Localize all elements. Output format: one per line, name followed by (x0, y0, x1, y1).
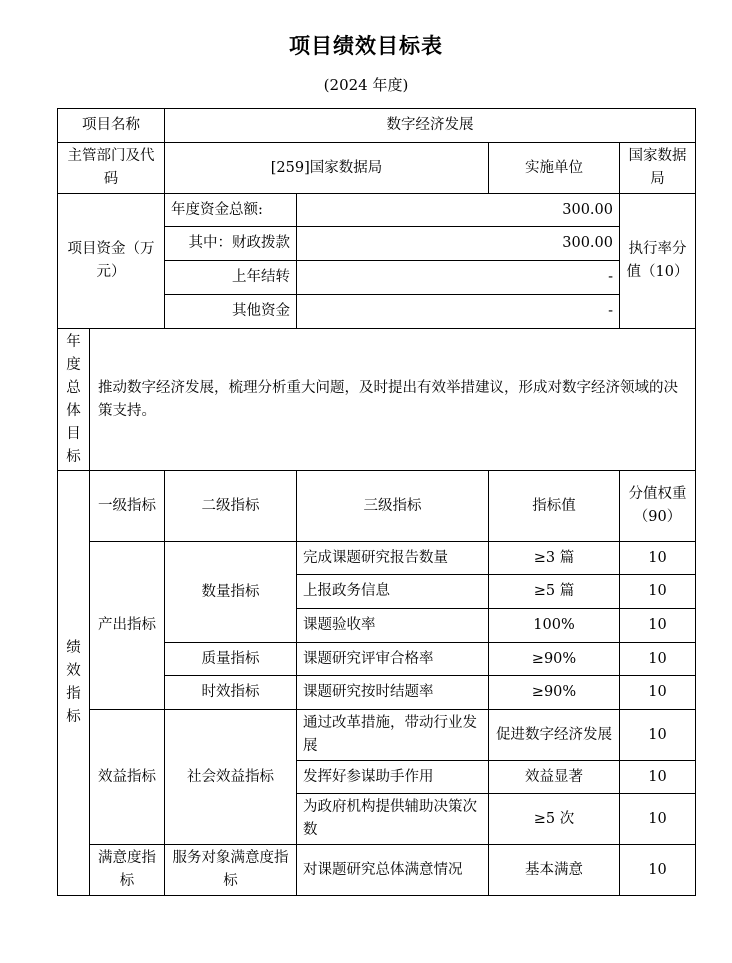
indicator-name: 课题研究按时结题率 (297, 676, 489, 710)
performance-label: 绩效指标 (58, 471, 90, 896)
output-indicator-label: 产出指标 (90, 542, 165, 710)
performance-target-table (57, 108, 696, 896)
page-title: 项目绩效目标表 (289, 34, 443, 58)
indicator-score: 10 (620, 761, 696, 794)
indicator-value: ≥90% (489, 643, 620, 676)
indicator-score: 10 (620, 845, 696, 896)
indicator-value: 效益显著 (489, 761, 620, 794)
indicator-score: 10 (620, 542, 696, 575)
service-satisfaction-indicator-label: 服务对象满意度指标 (165, 845, 297, 896)
impl-value: 国家数据局 (620, 143, 696, 194)
funds-fiscal-label: 其中：财政拨款 (165, 227, 297, 261)
indicator-value: 基本满意 (489, 845, 620, 896)
row-project-name (58, 109, 696, 143)
header-level2: 二级指标 (165, 471, 297, 542)
benefit-indicator-label: 效益指标 (90, 710, 165, 845)
indicator-name: 课题研究评审合格率 (297, 643, 489, 676)
indicator-score: 10 (620, 710, 696, 761)
indicator-value: 促进数字经济发展 (489, 710, 620, 761)
indicator-score: 10 (620, 643, 696, 676)
indicator-value: ≥3 篇 (489, 542, 620, 575)
indicator-name: 完成课题研究报告数量 (297, 542, 489, 575)
indicator-value: 100% (489, 609, 620, 643)
timeliness-indicator-label: 时效指标 (165, 676, 297, 710)
funds-carryover-value: - (297, 261, 620, 295)
header-value: 指标值 (489, 471, 620, 542)
dept-label: 主管部门及代码 (58, 143, 165, 194)
project-name-label: 项目名称 (58, 109, 165, 143)
annual-goal-label: 年度总体目标 (58, 329, 90, 471)
annual-goal-text: 推动数字经济发展，梳理分析重大问题，及时提出有效举措建议，形成对数字经济领域的决策支持。 (90, 329, 696, 471)
table-row (58, 542, 696, 575)
project-name-value: 数字经济发展 (165, 109, 696, 143)
funds-other-value: - (297, 295, 620, 329)
funds-fiscal-value: 300.00 (297, 227, 620, 261)
table-row (58, 845, 696, 896)
dept-value: [259]国家数据局 (165, 143, 489, 194)
indicator-name: 上报政务信息 (297, 575, 489, 609)
funds-label: 项目资金（万元） (58, 194, 165, 329)
row-funds-total (58, 194, 696, 227)
indicator-value: ≥5 篇 (489, 575, 620, 609)
page-subtitle-year: (2024 年度) (323, 76, 409, 94)
row-department (58, 143, 696, 194)
indicator-name: 通过改革措施，带动行业发展 (297, 710, 489, 761)
quantity-indicator-label: 数量指标 (165, 542, 297, 643)
funds-total-label: 年度资金总额: (165, 194, 297, 227)
row-annual-goal (58, 329, 696, 471)
indicator-value: ≥90% (489, 676, 620, 710)
indicator-score: 10 (620, 609, 696, 643)
header-level1: 一级指标 (90, 471, 165, 542)
funds-other-label: 其他资金 (165, 295, 297, 329)
satisfaction-indicator-label: 满意度指标 (90, 845, 165, 896)
row-indicator-header (58, 471, 696, 542)
indicator-score: 10 (620, 676, 696, 710)
funds-total-value: 300.00 (297, 194, 620, 227)
indicator-score: 10 (620, 575, 696, 609)
indicator-value: ≥5 次 (489, 794, 620, 845)
indicator-name: 对课题研究总体满意情况 (297, 845, 489, 896)
indicator-name: 发挥好参谋助手作用 (297, 761, 489, 794)
quality-indicator-label: 质量指标 (165, 643, 297, 676)
indicator-name: 为政府机构提供辅助决策次数 (297, 794, 489, 845)
impl-label: 实施单位 (489, 143, 620, 194)
header-weight: 分值权重（90） (620, 471, 696, 542)
social-benefit-indicator-label: 社会效益指标 (165, 710, 297, 845)
exec-rate-label: 执行率分值（10） (620, 194, 696, 329)
funds-carryover-label: 上年结转 (165, 261, 297, 295)
header-level3: 三级指标 (297, 471, 489, 542)
indicator-name: 课题验收率 (297, 609, 489, 643)
indicator-score: 10 (620, 794, 696, 845)
table-row (58, 710, 696, 761)
